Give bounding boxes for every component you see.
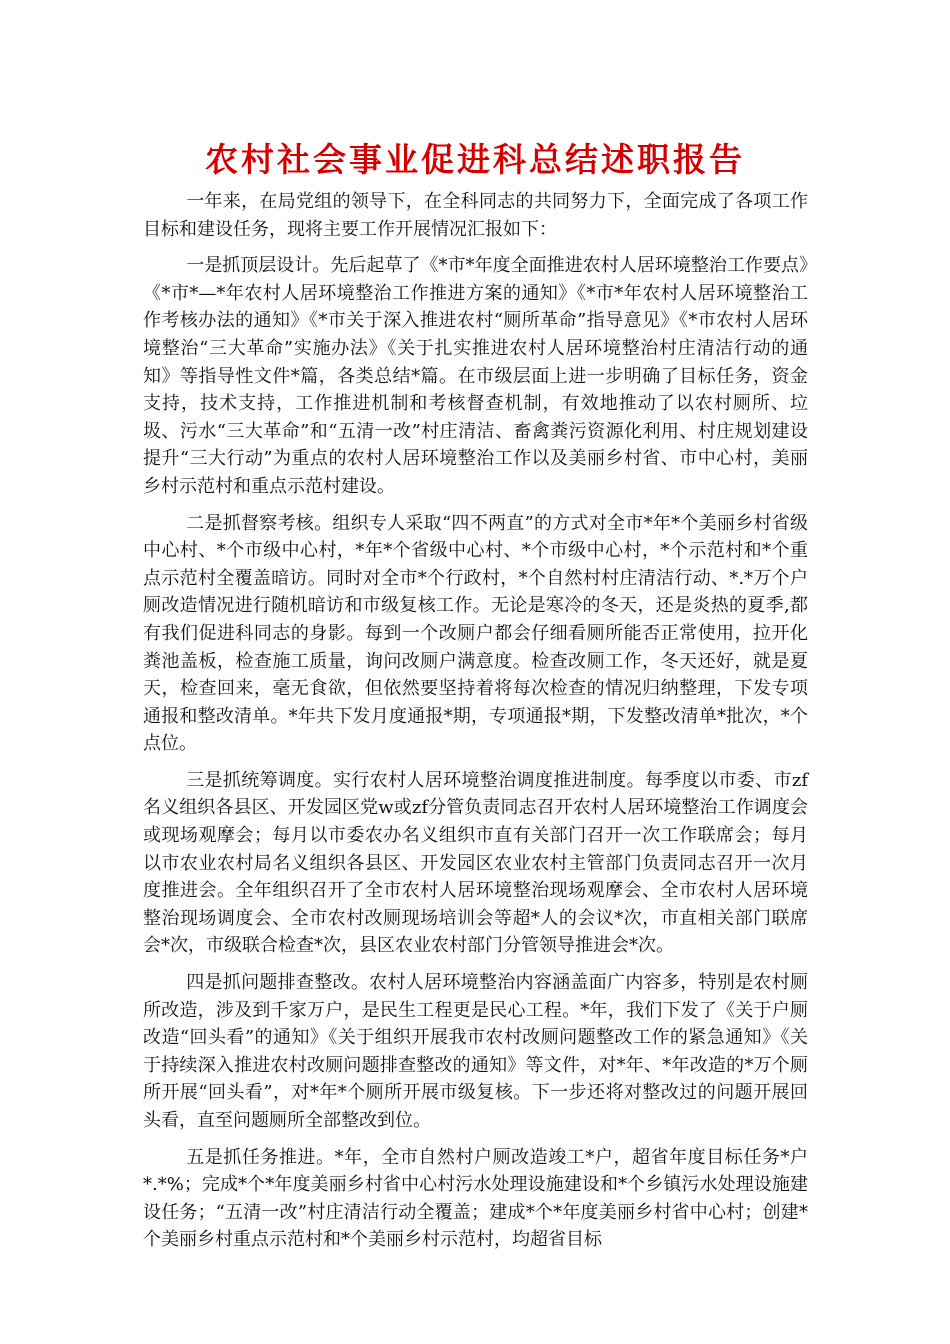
paragraph-intro: 一年来，在局党组的领导下，在全科同志的共同努力下，全面完成了各项工作目标和建设任务，现将主要工作开展情况汇报如下： [143, 191, 808, 240]
paragraph-rectification: 四是抓问题排查整改。农村人居环境整治内容涵盖面广内容多，特别是农村厕所改造，涉及到千家万户，是民生工程更是民心工程。*年，我们下发了《关于户厕改造“回头看”的通知》《关于组织开展我市农村改厕问题整改工作的紧急通知》《关于持续深入推进农村改厕问题排查整改的通知》等文件，对*年、*年改造的*万个厕所开展“回头看”，对*年*个厕所开展市级复核。下一步还将对整改过的问题开展回头看，直至问题厕所全部整改到位。 [143, 972, 808, 1131]
document-title: 农村社会事业促进科总结述职报告 [205, 140, 745, 179]
paragraph-supervision: 二是抓督察考核。组织专人采取“四不两直”的方式对全市*年*个美丽乡村省级中心村、*个市级中心村，*年*个省级中心村、*个市级中心村，*个示范村和*个重点示范村全覆盖暗访。同时对全市*个行政村，*个自然村村庄清洁行动、*.*万个户厕改造情况进行随机暗访和市级复核工作。无论是寒冷的冬天，还是炎热的夏季,都有我们促进科同志的身影。每到一个改厕户都会仔细看厕所能否正常使用，拉开化粪池盖板，检查施工质量，询问改厕户满意度。检查改厕工作，冬天还好，就是夏天，检查回来，毫无食欲，但依然要坚持着将每次检查的情况归纳整理，下发专项通报和整改清单。*年共下发月度通报*期，专项通报*期，下发整改清单*批次，*个点位。 [143, 512, 808, 755]
paragraph-top-level-design: 一是抓顶层设计。先后起草了《*市*年度全面推进农村人居环境整治工作要点》《*市*—*年农村人居环境整治工作推进方案的通知》《*市*年农村人居环境整治工作考核办法的通知》《*市关于深入推进农村“厕所革命”指导意见》《*市农村人居环境整治“三大革命”实施办法》《关于扎实推进农村人居环境整治村庄清洁行动的通知》等指导性文件*篇，各类总结*篇。在市级层面上进一步明确了目标任务，资金支持，技术支持，工作推进机制和考核督查机制，有效地推动了以农村厕所、垃圾、污水“三大革命”和“五清一改”村庄清洁、畜禽粪污资源化利用、村庄规划建设提升“三大行动”为重点的农村人居环境整治工作以及美丽乡村省、市中心村，美丽乡村示范村和重点示范村建设。 [143, 255, 808, 497]
paragraph-coordination: 三是抓统筹调度。实行农村人居环境整治调度推进制度。每季度以市委、市zf名义组织各县区、开发园区党w或zf分管负责同志召开农村人居环境整治工作调度会或现场观摩会；每月以市委农办名义组织市直有关部门召开一次工作联席会；每月以市农业农村局名义组织各县区、开发园区农业农村主管部门负责同志召开一次月度推进会。全年组织召开了全市农村人居环境整治现场观摩会、全市农村人居环境整治现场调度会、全市农村改厕现场培训会等超*人的会议*次，市直相关部门联席会*次，市级联合检查*次，县区农业农村部门分管领导推进会*次。 [143, 769, 808, 957]
paragraph-task-progress: 五是抓任务推进。*年，全市自然村户厕改造竣工*户，超省年度目标任务*户*.*%；完成*个*年度美丽乡村省中心村污水处理设施建设和*个乡镇污水处理设施建设任务；“五清一改”村庄清洁行动全覆盖；建成*个*年度美丽乡村省中心村；创建*个美丽乡村重点示范村和*个美丽乡村示范村，均超省目标 [143, 1146, 808, 1251]
document-body [143, 188, 808, 1263]
